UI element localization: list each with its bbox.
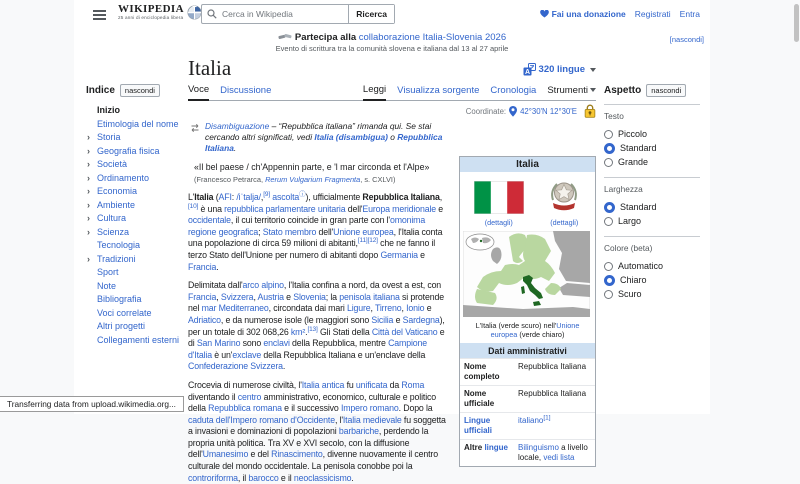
infobox-row-label: Nome completo xyxy=(464,362,500,381)
appearance-section-text xyxy=(604,104,700,169)
site-header xyxy=(74,0,710,28)
search-icon xyxy=(207,9,217,19)
coordinates-row xyxy=(188,104,596,118)
section-label: Testo xyxy=(604,111,624,121)
toc-items xyxy=(86,104,182,347)
page-title: Italia xyxy=(188,56,232,80)
appearance-panel xyxy=(604,84,700,309)
italy-flag-image[interactable] xyxy=(474,181,524,214)
language-selector-button[interactable] xyxy=(523,63,596,80)
infobox-section-header: Dati amministrativi xyxy=(460,343,595,358)
radio-option-largo[interactable]: Largo xyxy=(604,214,700,228)
coordinates-label: Coordinate: xyxy=(465,106,507,116)
banner-subtitle: Evento di scrittura tra la comunità slovena e italiana dal 13 al 27 aprile xyxy=(275,44,509,53)
radio-icon[interactable] xyxy=(604,290,613,299)
page-protection-padlock-icon xyxy=(584,104,596,118)
section-label: Larghezza xyxy=(604,184,643,194)
section-label: Colore (beta) xyxy=(604,243,653,253)
banner-headline xyxy=(74,32,710,43)
chevron-right-icon[interactable]: › xyxy=(87,159,90,169)
radio-option-piccolo[interactable]: Piccolo xyxy=(604,127,700,141)
toc-item-economia[interactable]: › Economia xyxy=(86,185,182,199)
infobox-map-cell xyxy=(460,228,595,320)
tab-visualizza-sorgente[interactable]: Visualizza sorgente xyxy=(397,84,480,96)
italy-eu-locator-map[interactable] xyxy=(463,231,590,317)
chevron-right-icon[interactable]: › xyxy=(87,132,90,142)
flag-details-link[interactable]: (dettagli) xyxy=(484,218,513,227)
toc-item-ambiente[interactable]: › Ambiente xyxy=(86,199,182,213)
tab-strumenti[interactable]: Strumenti xyxy=(547,84,596,100)
infobox-row-label[interactable]: Lingue ufficiali xyxy=(464,416,493,435)
search-bar xyxy=(201,4,395,24)
paragraph-3: Crocevia di numerose civiltà, l'Italia antica fu unificata da Roma diventando il centro amministrativo, economico, culturale e politico della Repubblica romana e il successivo Impero romano. Dopo la caduta dell'Impero romano d'Occidente, l'Italia medievale fu soggetta a invasioni e dominazioni di popolazioni barbariche, perdendo la propria unità politica. Tra XV e XVI secolo, con la diffusione dell'Umanesimo e del Rinascimento, divenne nuovamente il centro culturale del mondo occidentale. La penisola conobbe poi la controriforma, il barocco e il neoclassicismo. xyxy=(188,379,446,483)
toc-item-altri-progetti[interactable]: Altri progetti xyxy=(97,321,146,331)
wikipedia-logo[interactable] xyxy=(118,4,202,20)
puzzle-globe-icon xyxy=(187,5,202,20)
toc-item-etimologia[interactable]: Etimologia del nome xyxy=(97,118,179,129)
search-input[interactable] xyxy=(220,9,348,19)
infobox-row-value[interactable]: italiano[1] xyxy=(518,414,551,425)
logo-tagline: 25 anni di enciclopedia libera xyxy=(118,15,184,20)
radio-option-scuro[interactable]: Scuro xyxy=(604,287,700,301)
infobox-row-value: Repubblica Italiana xyxy=(518,362,587,371)
radio-icon[interactable] xyxy=(604,130,613,139)
scrollbar-thumb[interactable] xyxy=(794,4,799,42)
toc-item-voci-correlate[interactable]: Voci correlate xyxy=(97,307,152,318)
toc-item-cultura[interactable]: › Cultura xyxy=(86,212,182,226)
tab-leggi[interactable]: Leggi xyxy=(363,84,386,101)
tab-voce[interactable]: Voce xyxy=(188,84,209,101)
infobox-title: Italia xyxy=(460,157,595,172)
hatnote: Disambiguazione – “Repubblica italiana” rimanda qui. Se stai cercando altri significati, vedi Italia (disambigua) o Repubblica Italiana. xyxy=(188,121,463,154)
tab-cronologia[interactable]: Cronologia xyxy=(490,84,537,96)
infobox-map-caption: L'Italia (verde scuro) nell'Unione europea (verde chiaro) xyxy=(460,320,595,343)
italy-emblem-image[interactable] xyxy=(547,177,581,214)
header-links xyxy=(540,9,700,19)
toc-item-tradizioni[interactable]: › Tradizioni xyxy=(86,253,182,267)
toc-item-societa[interactable]: › Società xyxy=(86,158,182,172)
register-link[interactable]: Registrati xyxy=(634,9,671,19)
infobox-row-value[interactable]: Bilinguismo a livello locale, vedi lista xyxy=(518,443,588,462)
hamburger-menu-icon[interactable] xyxy=(93,10,106,12)
donate-link[interactable] xyxy=(540,9,626,19)
banner-hide-link[interactable]: [nascondi] xyxy=(669,35,704,44)
radio-icon[interactable] xyxy=(604,262,613,271)
appearance-title: Aspetto xyxy=(604,85,642,96)
svg-text:A: A xyxy=(524,69,530,76)
disambiguation-icon xyxy=(190,123,200,133)
coordinates-link[interactable]: 42°30'N 12°30'E xyxy=(520,106,577,116)
toc-hide-button[interactable]: nascondi xyxy=(120,84,160,97)
radio-selected-icon[interactable] xyxy=(604,275,615,286)
appearance-section-color xyxy=(604,236,700,301)
toc-item-sport[interactable]: Sport xyxy=(97,267,119,277)
infobox-emblem-cell xyxy=(547,177,581,227)
article-tabs xyxy=(188,84,596,101)
quote-text: «Il bel paese / ch'Appennin parte, e 'l mar circonda et l'Alpe» xyxy=(194,162,430,172)
article-content xyxy=(188,56,596,484)
logo-wordmark: WIKIPEDIA xyxy=(118,3,184,15)
chevron-right-icon[interactable]: › xyxy=(87,213,90,223)
chevron-right-icon[interactable]: › xyxy=(87,199,90,210)
login-link[interactable]: Entra xyxy=(679,9,700,19)
chevron-right-icon[interactable]: › xyxy=(87,145,90,156)
banner-event-link[interactable]: collaborazione Italia-Slovenia 2026 xyxy=(358,32,507,43)
handshake-icon xyxy=(278,32,292,41)
radio-icon[interactable] xyxy=(604,217,613,226)
radio-option-chiaro[interactable]: Chiaro xyxy=(604,273,700,287)
heart-icon xyxy=(540,10,549,18)
chevron-right-icon[interactable]: › xyxy=(87,226,90,237)
map-pin-icon xyxy=(509,106,517,117)
tab-discussione[interactable]: Discussione xyxy=(220,84,272,96)
language-count-label: 320 lingue xyxy=(538,64,585,75)
radio-option-automatico[interactable]: Automatico xyxy=(604,259,700,273)
chevron-down-icon xyxy=(590,88,596,92)
radio-option-grande[interactable]: Grande xyxy=(604,155,700,169)
infobox-row-label: Nome ufficiale xyxy=(464,389,495,408)
radio-icon[interactable] xyxy=(604,158,613,167)
infobox-row-altre-lingue xyxy=(460,439,595,466)
radio-selected-icon[interactable] xyxy=(604,202,615,213)
toc-item-collegamenti-esterni[interactable]: Collegamenti esterni xyxy=(97,334,180,345)
emblem-details-link[interactable]: (dettagli) xyxy=(550,218,579,227)
toc-item-note[interactable]: Note xyxy=(97,280,117,291)
toc-title: Indice xyxy=(86,85,115,96)
infobox-row-nome-ufficiale xyxy=(460,385,595,412)
radio-selected-icon[interactable] xyxy=(604,143,615,154)
language-icon xyxy=(523,63,536,76)
quote-source: (Francesco Petrarca, Rerum Vulgarium Fragmenta, s. CXLVI) xyxy=(194,175,396,184)
toc-item-inizio[interactable]: Inizio xyxy=(97,105,120,115)
infobox-row-label[interactable]: Altre lingue xyxy=(464,443,509,452)
page-container xyxy=(74,0,710,483)
toc-item-scienza[interactable]: › Scienza xyxy=(86,226,182,240)
infobox-row-value: Repubblica Italiana xyxy=(518,389,587,398)
infobox-row-lingue-ufficiali xyxy=(460,412,595,439)
appearance-hide-button[interactable]: nascondi xyxy=(646,84,686,97)
infobox-row-nome-completo xyxy=(460,358,595,385)
paragraph-1: L'Italia (AFI: /iˈtalja/,[9] ascoltaⓘ), ufficialmente Repubblica Italiana,[10] è una repubblica parlamentare unitaria dell'Europa meridionale e occidentale, il cui territorio coincide in gran parte con l'omonima regione geografica; Stato membro dell'Unione europea, l'Italia conta una popolazione di circa 59 milioni di abitanti,[11][12] che ne fanno il terzo Stato dell'Unione per numero di abitanti dopo Germania e Francia. xyxy=(188,191,444,272)
toc-item-storia[interactable]: › Storia xyxy=(86,131,182,145)
toc-item-geografia-fisica[interactable]: › Geografia fisica xyxy=(86,145,182,159)
search-button[interactable]: Ricerca xyxy=(348,5,394,23)
banner-bold-text: Partecipa alla xyxy=(294,32,357,43)
donate-label: Fai una donazione xyxy=(551,9,626,19)
radio-option-standard-testo[interactable]: Standard xyxy=(604,141,700,155)
radio-option-standard-larghezza[interactable]: Standard xyxy=(604,200,700,214)
paragraph-2: Delimitata dall'arco alpino, l'Italia confina a nord, da ovest a est, con Francia, Svizzera, Austria e Slovenia; la penisola italiana si protende nel mar Mediterraneo, circondata dai mari Ligure, Tirreno, Ionio e Adriatico, e da numerose isole (le maggiori sono Sicilia e Sardegna), per un totale di 302 068,26 km².[13] Gli Stati della Città del Vaticano e di San Marino sono enclavi della Repubblica, mentre Campione d'Italia è un'exclave della Repubblica Italiana e un'enclave della Confederazione Svizzera. xyxy=(188,280,445,372)
table-of-contents xyxy=(86,84,182,347)
browser-status-bar: Transferring data from upload.wikimedia.org... xyxy=(0,396,184,412)
infobox-flag-cell xyxy=(474,181,524,227)
toc-item-tecnologia[interactable]: Tecnologia xyxy=(97,240,141,250)
chevron-right-icon[interactable]: › xyxy=(87,186,90,196)
chevron-right-icon[interactable]: › xyxy=(87,172,90,183)
chevron-down-icon xyxy=(590,68,596,72)
article-body xyxy=(188,121,596,484)
infobox-italia xyxy=(459,156,596,467)
petrarca-quote xyxy=(194,162,450,185)
toc-item-ordinamento[interactable]: › Ordinamento xyxy=(86,172,182,186)
toc-item-bibliografia[interactable]: Bibliografia xyxy=(97,294,142,304)
chevron-right-icon[interactable]: › xyxy=(87,253,90,264)
appearance-section-width xyxy=(604,177,700,228)
